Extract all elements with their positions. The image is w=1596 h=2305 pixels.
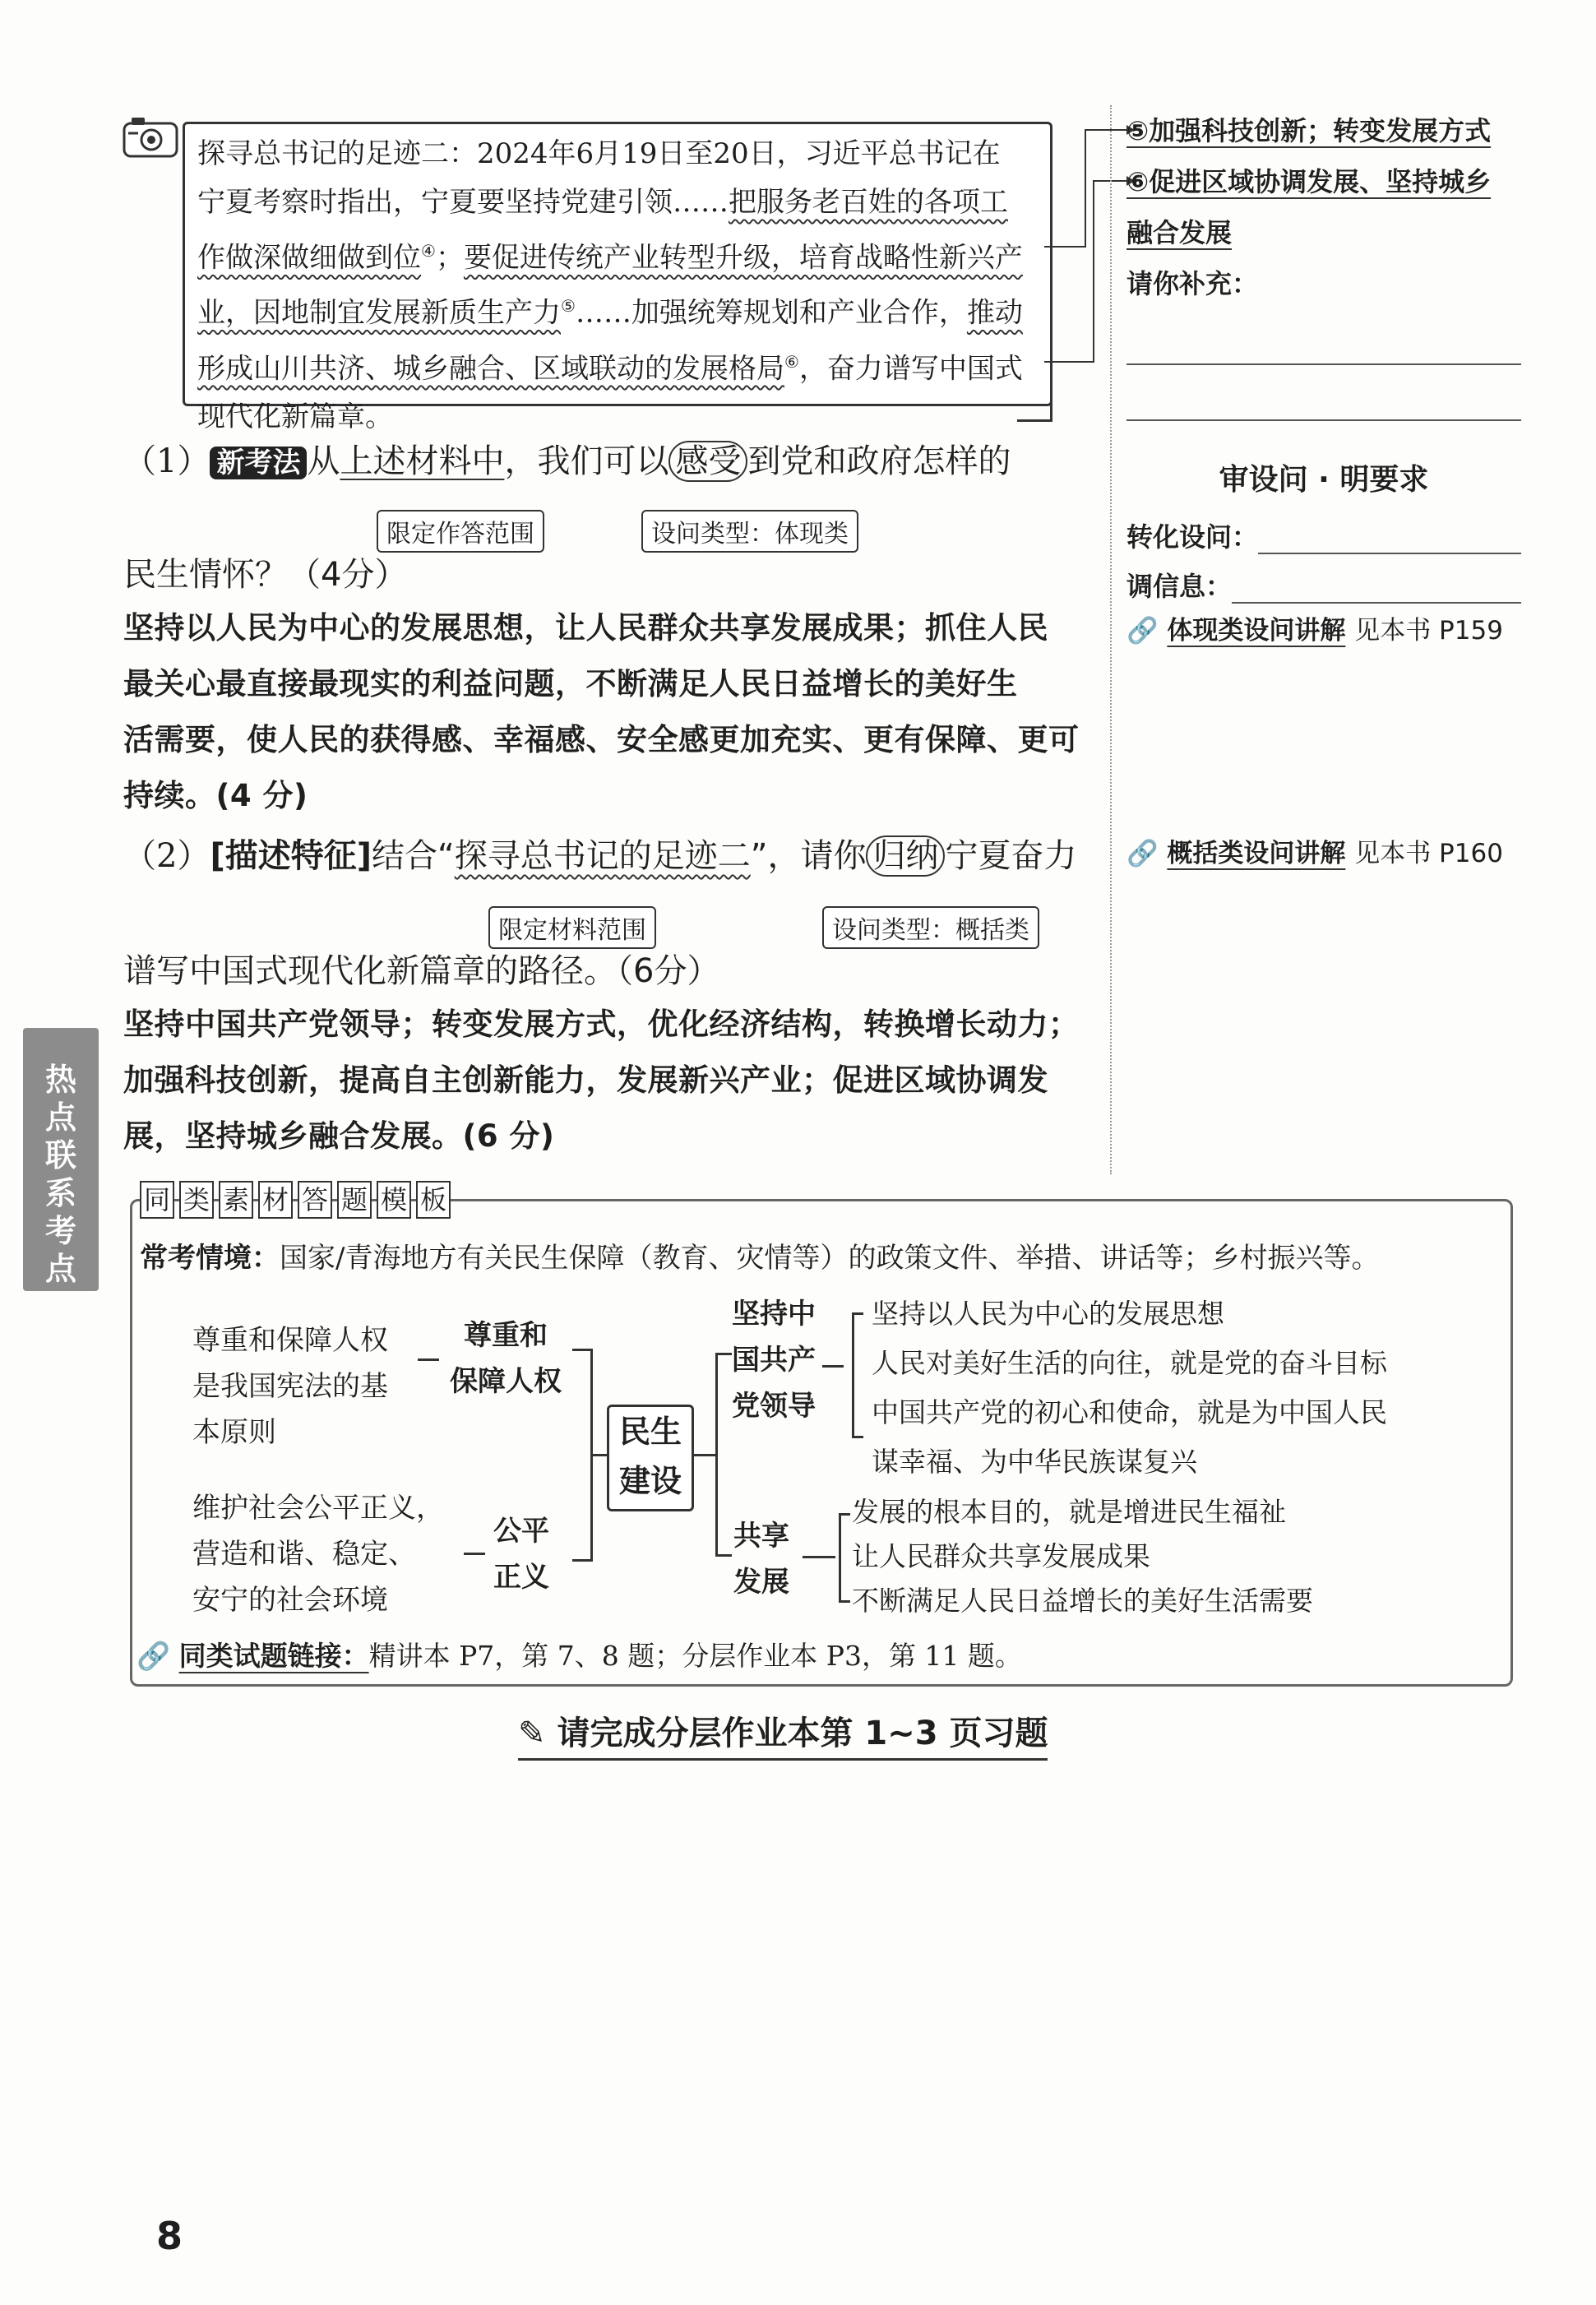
q1-number: （1） [123,442,210,480]
pencil-icon: ✎ [518,1715,546,1752]
new-method-badge: 新考法 [210,447,307,479]
q1-post: 到党和政府怎样的 [747,442,1011,480]
link-reflect[interactable] [1126,604,1521,658]
q2-line2: 谱写中国式现代化新篇章的路径。（6分） [123,952,720,990]
marker-5: ⑤ [561,296,576,317]
connector [803,1556,835,1558]
q1-callout-type: 设问类型：体现类 [641,510,858,553]
node-shared-development [729,1513,794,1605]
node-line: 党领导 [732,1390,816,1423]
review-title: 审设问 · 明要求 [1219,463,1429,497]
q2-number: （2） [123,837,210,875]
q1-line2: 民生情怀？（4分） [123,556,408,594]
link-icon: 🔗 [136,1640,171,1672]
q1-answer [123,600,1110,824]
material-sep: ； [435,241,464,275]
connector [822,1365,844,1368]
q1-answer-line: 最关心最直接最现实的利益问题，不断满足人民日益增长的美好生 [123,666,1018,701]
left-text-2 [192,1485,444,1623]
q1-pre: 从 [307,442,340,480]
template-title-char: 板 [416,1181,451,1219]
homework-line [518,1709,1048,1761]
q1-answer-line: 坚持以人民为中心的发展思想，让人民群众共享发展成果；抓住人民 [123,610,1048,646]
center-line: 民生 [618,1414,682,1450]
right-text-line: 不断满足人民日益增长的美好生活需要 [852,1585,1313,1617]
side-note-6a: ⑥促进区域协调发展、坚持城乡 [1126,166,1492,197]
node-fairness [488,1508,554,1600]
bracket [572,1349,592,1351]
bracket [839,1513,850,1516]
side-tab-label: 热点联系考点 [44,1062,76,1287]
left-text-line: 尊重和保障人权 [192,1324,388,1357]
q2-tag: [描述特征] [210,837,372,875]
q2-answer-line: 加强科技创新，提高自主创新能力，发展新兴产业；促进区域协调发 [123,1062,1048,1098]
bracket [839,1513,841,1602]
template-title [140,1181,456,1219]
convert-row [1126,507,1521,554]
q2-mid: ”，请你 [750,837,867,875]
bracket [590,1454,608,1456]
connector [464,1553,485,1555]
bracket [692,1454,717,1456]
template-link[interactable] [136,1635,1022,1678]
node-line: 保障人权 [450,1365,562,1398]
q1-answer-line: 活需要，使人民的获得感、幸福感、安全感更加充实、更有保障、更可 [123,722,1080,757]
q2-verb: 归纳 [866,835,945,877]
side-note-6b: 融合发展 [1126,217,1233,248]
q1-mid: ，我们可以 [504,442,669,480]
q2-callout-scope: 限定材料范围 [488,906,656,949]
info-label: 调信息： [1126,571,1233,602]
bracket [852,1312,863,1315]
homework-text: 请完成分层作业本第 1~3 页习题 [557,1715,1048,1752]
right-text-line: 发展的根本目的，就是增进民生福祉 [852,1496,1286,1528]
q2-scope: 探寻总书记的足迹二 [454,837,751,875]
context-label: 常考情境： [140,1242,280,1275]
material-text-3: ……加强统筹规划和产业合作， [575,296,967,330]
material-highlight-6: 推动形成山川共济、城乡融合、区域联动的发展格局 [197,296,1023,385]
q2-answer-line: 坚持中国共产党领导；转变发展方式，优化经济结构，转换增长动力； [123,1007,1080,1042]
template-title-char: 题 [337,1181,372,1219]
supplement-blank-1[interactable] [1126,309,1521,365]
supplement-blank-2[interactable] [1126,365,1521,421]
q2-callout-type: 设问类型：概括类 [822,906,1039,949]
template-title-char: 材 [258,1181,293,1219]
template-title-char: 同 [140,1181,174,1219]
center-line: 建设 [618,1463,682,1499]
q1-verb: 感受 [668,441,747,482]
material-intro: 探寻总书记的足迹二：2024年6月19日至20日，习近平总书记在宁夏考察时指出，宁夏要坚持党建引领…… [197,137,1001,219]
supplement-label: 请你补充： [1126,268,1259,299]
right-text-line: 人民对美好生活的向往，就是党的奋斗目标 [872,1347,1387,1379]
bracket [852,1312,854,1436]
node-line: 正义 [493,1561,549,1594]
template-title-char: 类 [179,1181,214,1219]
left-text-line: 维护社会公平正义， [192,1492,444,1525]
marker-6: ⑥ [784,351,799,372]
material-highlight-4: 把服务老百姓的各项工作做深做细做到位 [197,186,1008,275]
info-row [1126,554,1521,604]
template-title-char: 答 [298,1181,332,1219]
camera-icon [122,115,179,160]
page-number: 8 [156,2214,183,2258]
material-text [197,130,1028,442]
template-link-text: 精讲本 P7，第 7、8 题；分层作业本 P3，第 11 题。 [368,1640,1022,1672]
connector-arrows [1044,115,1135,378]
left-text-line: 安宁的社会环境 [192,1584,388,1617]
node-line: 公平 [493,1515,549,1548]
marker-4: ④ [421,241,436,261]
node-human-rights [444,1312,567,1405]
info-blank[interactable] [1232,577,1521,604]
q2-answer [123,997,1126,1164]
link-reflect-label: 体现类设问讲解 [1167,616,1346,646]
right-text-3 [872,1289,1387,1487]
right-text-line: 让人民群众共享发展成果 [852,1540,1150,1572]
q2-pre: 结合“ [372,837,455,875]
link-reflect-ref: 见本书 P159 [1354,616,1503,646]
q1-scope: 上述材料中 [340,442,505,480]
bracket [572,1559,592,1562]
q1-callout-scope: 限定作答范围 [377,510,544,553]
connector [418,1358,439,1361]
node-line: 坚持中 [732,1298,816,1331]
bracket [839,1600,850,1603]
q2-post: 宁夏奋力 [945,837,1077,875]
node-line: 国共产 [732,1344,816,1377]
bracket [715,1353,718,1557]
material-highlight-5: 要促进传统产业转型升级，培育战略性新兴产业，因地制宜发展新质生产力 [197,241,1023,330]
question-1 [123,436,1102,488]
left-text-line: 本原则 [192,1416,276,1449]
node-line: 共享 [733,1520,789,1553]
right-text-4 [852,1490,1313,1623]
context-text: 国家/青海地方有关民生保障（教育、灾情等）的政策文件、举措、讲话等；乡村振兴等。 [280,1242,1380,1275]
material-text-5: ，奋力谱写中国式现代化新篇章。 [197,351,1023,433]
q1-answer-line: 持续。(4 分) [123,778,308,813]
side-note-5: ⑤加强科技创新；转变发展方式 [1126,115,1492,146]
left-text-line: 是我国宪法的基 [192,1370,388,1403]
template-title-char: 素 [219,1181,253,1219]
right-text-line: 坚持以人民为中心的发展思想 [872,1298,1224,1330]
side-notes [1126,105,1521,658]
link-summary-ref: 见本书 P160 [1354,839,1503,868]
left-text-line: 营造和谐、稳定、 [192,1538,416,1571]
bracket [852,1436,863,1438]
convert-label: 转化设问： [1126,521,1259,553]
template-context [140,1235,1379,1281]
left-text-1 [192,1317,388,1456]
center-node [607,1405,694,1511]
right-text-line: 中国共产党的初心和使命，就是为中国人民 [872,1396,1387,1428]
link-summary-label: 概括类设问讲解 [1167,839,1346,868]
convert-blank[interactable] [1258,528,1521,554]
node-party-leadership [729,1291,819,1429]
node-line: 尊重和 [464,1319,548,1352]
right-text-line: 谋幸福、为中华民族谋复兴 [872,1446,1197,1478]
template-title-char: 模 [377,1181,411,1219]
question-2 [123,831,1110,882]
node-line: 发展 [733,1566,789,1599]
link-icon: 🔗 [1126,839,1159,868]
template-link-label: 同类试题链接： [178,1640,369,1672]
link-icon: 🔗 [1126,616,1159,646]
q2-answer-line: 展，坚持城乡融合发展。(6 分) [123,1118,555,1154]
link-summary[interactable] [1126,831,1503,877]
